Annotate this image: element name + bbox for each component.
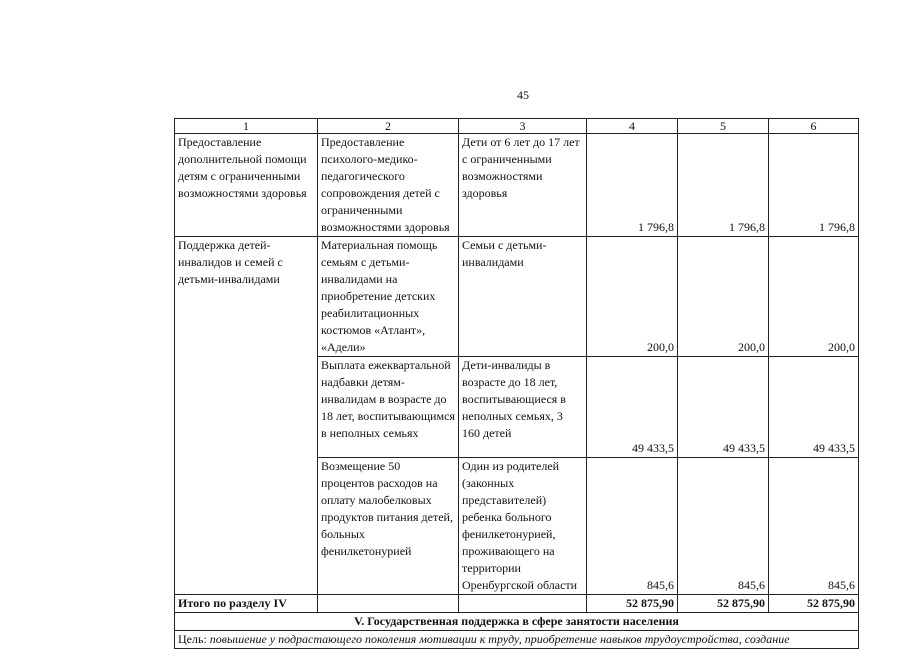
measure-cell: Предоставление дополнительной помощи детям с ограниченными возможностями здоровья (175, 134, 318, 237)
amount-cell: 845,6 (587, 458, 678, 595)
total-amount: 52 875,90 (769, 595, 859, 613)
amount-cell: 845,6 (769, 458, 859, 595)
recipients-cell: Один из родителей (законных представителей) ребенка больного фенилкетонурией, проживающего на территории Оренбургской области (459, 458, 587, 595)
amount-cell: 1 796,8 (769, 134, 859, 237)
table-row (175, 134, 859, 237)
goal-text: повышение у подрастающего поколения мотивации к труду, приобретение навыков трудоустройства, создание (209, 632, 790, 646)
amount-cell: 200,0 (769, 237, 859, 357)
amount-cell: 200,0 (678, 237, 769, 357)
header-cell: 2 (318, 119, 459, 134)
total-row (175, 595, 859, 613)
activity-cell: Выплата ежеквартальной надбавки детям-инвалидам в возрасте до 18 лет, воспитывающимся в неполных семьях (318, 357, 459, 458)
header-cell: 4 (587, 119, 678, 134)
activity-cell: Предоставление психолого-медико-педагогического сопровождения детей с ограниченными возможностями здоровья (318, 134, 459, 237)
goal-label: Цель: (178, 632, 207, 646)
table-row (175, 237, 859, 357)
header-cell: 3 (459, 119, 587, 134)
total-amount: 52 875,90 (587, 595, 678, 613)
header-cell: 6 (769, 119, 859, 134)
amount-cell: 845,6 (678, 458, 769, 595)
measure-cell: Поддержка детей-инвалидов и семей с детьми-инвалидами (175, 237, 318, 595)
table-header-row (175, 119, 859, 134)
budget-table (174, 118, 859, 649)
page-number: 45 (517, 88, 529, 102)
section-title-row (175, 613, 859, 631)
activity-cell: Материальная помощь семьям с детьми-инвалидами на приобретение детских реабилитационных костюмов «Атлант», «Адели» (318, 237, 459, 357)
section-title: V. Государственная поддержка в сфере занятости населения (175, 613, 859, 631)
amount-cell: 200,0 (587, 237, 678, 357)
recipients-cell: Дети от 6 лет до 17 лет с ограниченными возможностями здоровья (459, 134, 587, 237)
amount-cell: 49 433,5 (769, 357, 859, 458)
amount-cell: 1 796,8 (678, 134, 769, 237)
recipients-cell: Дети-инвалиды в возрасте до 18 лет, воспитывающиеся в неполных семьях, 3 160 детей (459, 357, 587, 458)
amount-cell: 49 433,5 (678, 357, 769, 458)
amount-cell: 1 796,8 (587, 134, 678, 237)
amount-cell: 49 433,5 (587, 357, 678, 458)
total-amount: 52 875,90 (678, 595, 769, 613)
recipients-cell: Семьи с детьми-инвалидами (459, 237, 587, 357)
total-label: Итого по разделу IV (175, 595, 318, 613)
empty-cell (318, 595, 459, 613)
activity-cell: Возмещение 50 процентов расходов на оплату малобелковых продуктов питания детей, больных фенилкетонурией (318, 458, 459, 595)
empty-cell (459, 595, 587, 613)
header-cell: 5 (678, 119, 769, 134)
header-cell: 1 (175, 119, 318, 134)
